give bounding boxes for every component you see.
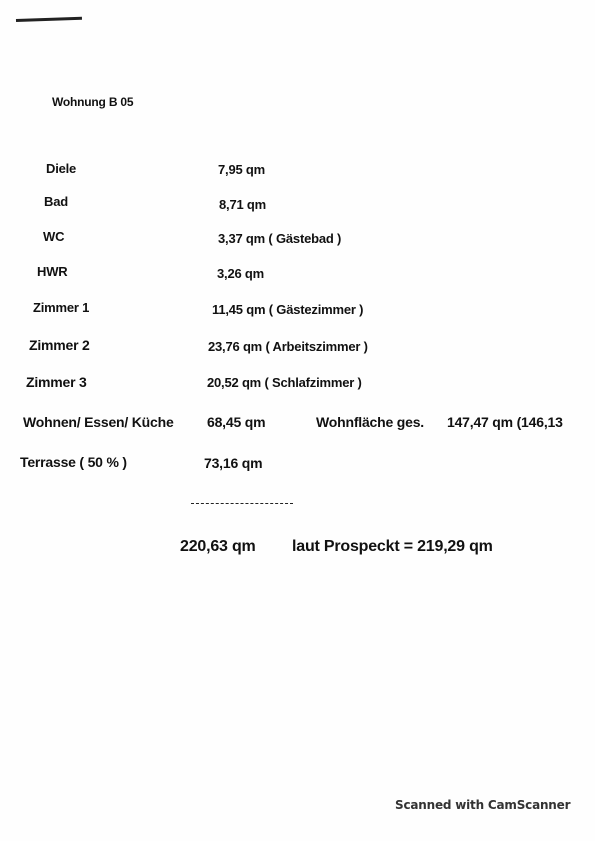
room-label-hwr: HWR	[37, 264, 68, 279]
sum-divider	[191, 503, 293, 504]
room-value-wc: 3,37 qm ( Gästebad )	[218, 231, 342, 246]
room-value-hwr: 3,26 qm	[217, 266, 265, 281]
room-label-zimmer-3: Zimmer 3	[26, 374, 87, 390]
wohnflaeche-label: Wohnfläche ges.	[316, 414, 424, 430]
room-value-bad: 8,71 qm	[219, 197, 267, 212]
room-label-diele: Diele	[46, 161, 77, 176]
scan-edge-mark	[16, 17, 82, 22]
room-label-zimmer-2: Zimmer 2	[29, 337, 90, 353]
room-value-wohnen-essen-kueche: 68,45 qm	[207, 414, 266, 430]
scanner-watermark: Scanned with CamScanner	[395, 798, 571, 812]
wohnflaeche-value: 147,47 qm (146,13	[447, 414, 563, 430]
room-value-terrasse: 73,16 qm	[204, 455, 263, 471]
room-value-zimmer-1: 11,45 qm ( Gästezimmer )	[212, 302, 364, 317]
prospekt-note: laut Prospeckt = 219,29 qm	[292, 538, 493, 555]
room-label-wc: WC	[43, 229, 65, 244]
room-label-wohnen-essen-kueche: Wohnen/ Essen/ Küche	[23, 414, 174, 430]
total-area: 220,63 qm	[180, 538, 256, 555]
room-value-zimmer-3: 20,52 qm ( Schlafzimmer )	[207, 375, 362, 390]
room-value-zimmer-2: 23,76 qm ( Arbeitszimmer )	[208, 339, 368, 354]
document-title: Wohnung B 05	[52, 95, 134, 109]
room-label-zimmer-1: Zimmer 1	[33, 300, 90, 315]
room-value-diele: 7,95 qm	[218, 162, 266, 177]
room-label-bad: Bad	[44, 194, 68, 209]
room-label-terrasse: Terrasse ( 50 % )	[20, 454, 127, 470]
